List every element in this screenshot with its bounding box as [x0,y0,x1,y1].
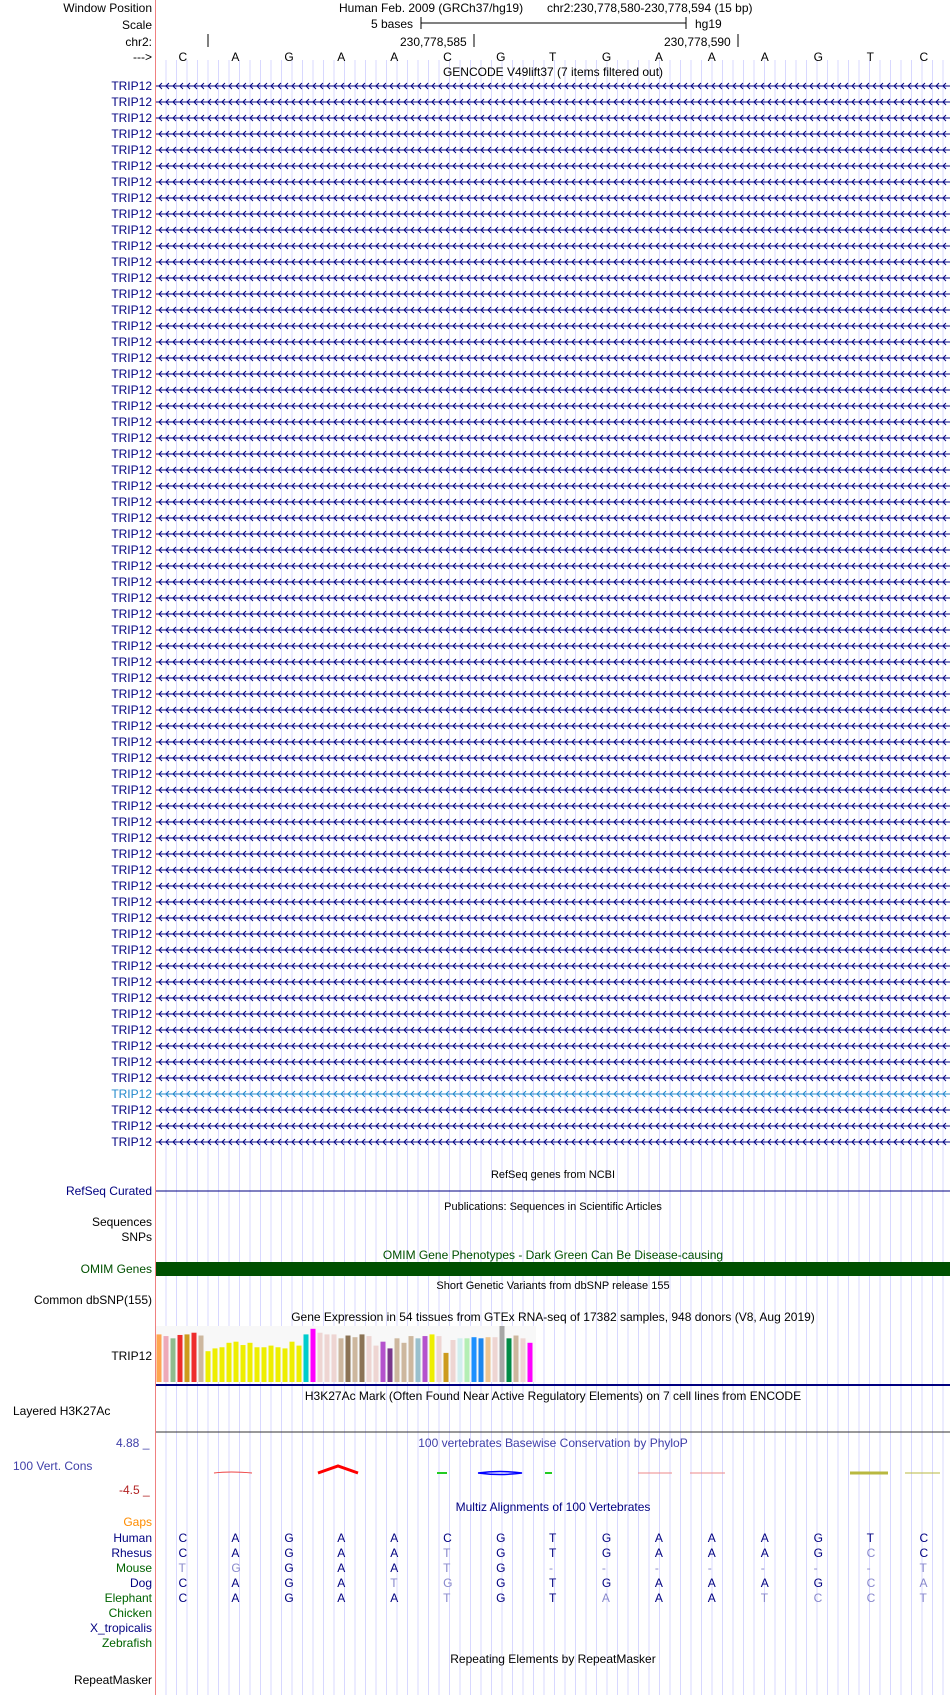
dna-base: A [707,50,716,64]
gencode-gene-label: TRIP12 [111,383,152,397]
multiz-base: G [813,1546,823,1560]
dna-base: C [443,50,452,64]
dbsnp-track-label[interactable]: Common dbSNP(155) [33,1293,152,1307]
gencode-gene-label: TRIP12 [111,1039,152,1053]
gtex-bar [493,1337,498,1382]
conservation-track-title[interactable]: 100 vertebrates Basewise Conservation by PhyloP [418,1436,688,1450]
dna-base: C [919,50,929,64]
multiz-base: G [601,1576,612,1590]
gencode-gene-label: TRIP12 [111,463,152,477]
multiz-base: T [549,1576,557,1590]
multiz-base: A [390,1591,399,1605]
gencode-gene-label: TRIP12 [111,1119,152,1133]
h3k27ac-track-title[interactable]: H3K27Ac Mark (Often Found Near Active Regulatory Elements) on 7 cell lines from ENCODE [304,1389,802,1403]
gencode-gene-label: TRIP12 [111,927,152,941]
conservation-min-label: -4.5 _ [119,1483,150,1497]
multiz-species-label: Chicken [108,1606,152,1620]
gtex-bar [395,1338,400,1382]
multiz-base: A [337,1576,346,1590]
multiz-base: A [760,1576,769,1590]
multiz-base: T [549,1531,557,1545]
gencode-gene-label: TRIP12 [111,223,152,237]
multiz-base: A [707,1576,716,1590]
multiz-base: G [496,1591,506,1605]
cons-peak [478,1472,522,1475]
multiz-base: G [284,1591,294,1605]
gtex-bar [339,1338,344,1382]
gtex-bar [213,1348,218,1382]
dna-base: T [549,50,557,64]
multiz-base: T [443,1546,451,1560]
multiz-base: A [231,1546,240,1560]
gtex-bar [332,1334,337,1382]
gtex-bar [318,1333,323,1382]
coord-tick-1: 230,778,585 [400,35,467,49]
gtex-bar [402,1343,407,1382]
multiz-base: G [496,1576,506,1590]
multiz-base: T [390,1576,398,1590]
multiz-base: C [919,1531,929,1545]
multiz-base: T [866,1531,874,1545]
multiz-base: G [496,1531,506,1545]
multiz-base: G [443,1576,453,1590]
gencode-gene-label: TRIP12 [111,991,152,1005]
multiz-base: - [760,1561,765,1575]
multiz-base: G [284,1531,294,1545]
gencode-gene-label: TRIP12 [111,527,152,541]
gtex-bar [290,1342,295,1382]
multiz-species-label: X_tropicalis [89,1621,152,1635]
gtex-bar [283,1348,288,1382]
gencode-gene-label: TRIP12 [111,127,152,141]
multiz-base: T [443,1591,451,1605]
multiz-base: A [707,1531,716,1545]
multiz-base: T [919,1561,927,1575]
gencode-gene-label: TRIP12 [111,303,152,317]
conservation-max-label: 4.88 _ [116,1436,150,1450]
dna-base: A [654,50,663,64]
gtex-bar [465,1338,470,1382]
omim-bar [156,1262,950,1276]
publications-label-sequences[interactable]: Sequences [91,1215,152,1229]
multiz-base: A [760,1531,769,1545]
multiz-base: G [813,1531,823,1545]
publications-label-snps[interactable]: SNPs [121,1230,152,1244]
gtex-bar [248,1343,253,1382]
gtex-bar [227,1343,232,1382]
gtex-bar [374,1346,379,1382]
gtex-bar [416,1338,421,1382]
gencode-gene-label: TRIP12 [111,1135,152,1149]
gencode-gene-label: TRIP12 [111,287,152,301]
gencode-gene-label: TRIP12 [111,767,152,781]
omim-track-title[interactable]: OMIM Gene Phenotypes - Dark Green Can Be Disease-causing [382,1248,724,1262]
dna-base: G [813,50,823,64]
gtex-bar [500,1326,505,1382]
multiz-base: C [866,1591,876,1605]
gencode-gene-label: TRIP12 [111,735,152,749]
multiz-base: A [654,1531,663,1545]
multiz-base: A [654,1546,663,1560]
gtex-bar [409,1336,414,1382]
gtex-bar [521,1338,526,1382]
multiz-species-label: Rhesus [111,1546,152,1560]
gencode-gene-label: TRIP12 [111,1023,152,1037]
gencode-gene-label: TRIP12 [111,159,152,173]
multiz-base: C [443,1531,452,1545]
dbsnp-track-title[interactable]: Short Genetic Variants from dbSNP release 155 [436,1280,670,1292]
gencode-gene-label: TRIP12 [111,399,152,413]
gencode-gene-label: TRIP12 [111,351,152,365]
publications-track-title[interactable]: Publications: Sequences in Scientific Articles [444,1201,662,1213]
gtex-bar [276,1347,281,1382]
gencode-gene-label: TRIP12 [111,719,152,733]
gencode-gene-label: TRIP12 [111,591,152,605]
gencode-gene-label: TRIP12 [111,559,152,573]
multiz-base: - [866,1561,871,1575]
multiz-species-label: Dog [129,1576,152,1590]
multiz-base: A [337,1591,346,1605]
multiz-base: A [231,1576,240,1590]
refseq-track-title[interactable]: RefSeq genes from NCBI [490,1169,616,1181]
multiz-gaps-label: Gaps [123,1515,152,1529]
gencode-gene-label: TRIP12 [111,895,152,909]
multiz-base: A [707,1591,716,1605]
multiz-base: C [919,1546,929,1560]
multiz-base: C [178,1546,188,1560]
multiz-species-label: Elephant [104,1591,152,1605]
multiz-base: - [601,1561,606,1575]
gencode-track-title[interactable]: GENCODE V49lift37 (7 items filtered out) [442,65,664,79]
gencode-gene-label: TRIP12 [111,255,152,269]
multiz-base: C [178,1576,188,1590]
multiz-base: G [284,1561,294,1575]
gencode-gene-label: TRIP12 [111,111,152,125]
gtex-bar [269,1346,274,1382]
gencode-gene-label: TRIP12 [111,415,152,429]
gencode-gene-label: TRIP12 [111,495,152,509]
multiz-base: A [390,1546,399,1560]
gtex-bar [472,1337,477,1382]
gtex-bar [297,1346,302,1382]
multiz-base: C [866,1576,876,1590]
multiz-base: A [390,1531,399,1545]
multiz-species-label: Mouse [115,1561,152,1575]
gtex-bar [479,1338,484,1382]
gtex-bar [528,1343,533,1382]
gtex-bar [458,1338,463,1382]
gencode-gene-label: TRIP12 [111,879,152,893]
multiz-base: G [601,1531,612,1545]
h3k27ac-track-label[interactable]: Layered H3K27Ac [13,1404,111,1418]
dna-base: A [760,50,769,64]
gencode-gene-label: TRIP12 [111,831,152,845]
gtex-bar [507,1338,512,1382]
gtex-bar [171,1338,176,1382]
gencode-gene-label: TRIP12 [111,239,152,253]
gencode-gene-label: TRIP12 [111,943,152,957]
gtex-bar [311,1329,316,1382]
position-text: chr2:230,778,580-230,778,594 (15 bp) [547,1,753,15]
gencode-gene-label: TRIP12 [111,511,152,525]
gtex-bar [255,1347,260,1382]
gencode-gene-label: TRIP12 [111,1087,152,1101]
strand-label: ---> [133,50,152,64]
multiz-base: G [284,1576,294,1590]
gencode-gene-label: TRIP12 [111,687,152,701]
gtex-bar [444,1353,449,1382]
gtex-bar [206,1351,211,1382]
multiz-base: A [390,1561,399,1575]
gtex-bar [262,1347,267,1382]
multiz-base: T [178,1561,186,1575]
multiz-base: T [549,1591,557,1605]
multiz-base: C [813,1591,823,1605]
coord-tick-2: 230,778,590 [664,35,731,49]
gencode-gene-label: TRIP12 [111,815,152,829]
cons-peak [214,1472,252,1473]
gtex-bar [388,1348,393,1382]
gencode-gene-label: TRIP12 [111,575,152,589]
gencode-gene-label: TRIP12 [111,1071,152,1085]
multiz-base: C [178,1591,188,1605]
multiz-base: T [443,1561,451,1575]
gtex-bar [346,1336,351,1382]
gencode-gene-label: TRIP12 [111,799,152,813]
multiz-base: G [231,1561,241,1575]
multiz-base: A [919,1576,928,1590]
gencode-gene-label: TRIP12 [111,175,152,189]
dna-base: G [496,50,506,64]
gtex-bar [486,1337,491,1382]
refseq-track-label[interactable]: RefSeq Curated [65,1184,152,1198]
window-position-label: Window Position [63,1,152,15]
gencode-gene-label: TRIP12 [111,143,152,157]
multiz-base: A [760,1546,769,1560]
dna-base: G [601,50,612,64]
gencode-gene-label: TRIP12 [111,863,152,877]
dna-base: A [337,50,346,64]
multiz-base: C [178,1531,188,1545]
multiz-base: A [654,1591,663,1605]
gencode-gene-label: TRIP12 [111,639,152,653]
gtex-bar [423,1336,428,1382]
multiz-base: G [284,1546,294,1560]
gencode-gene-label: TRIP12 [111,447,152,461]
scale-text: 5 bases [371,17,414,31]
multiz-base: A [601,1591,610,1605]
gencode-gene-label: TRIP12 [111,911,152,925]
gtex-bar [325,1334,330,1382]
gtex-bar [514,1336,519,1382]
gencode-gene-label: TRIP12 [111,847,152,861]
multiz-base: - [707,1561,712,1575]
repeatmasker-track-label[interactable]: RepeatMasker [73,1673,152,1687]
gtex-bar [199,1336,204,1382]
gtex-bar [164,1336,169,1382]
gencode-gene-label: TRIP12 [111,319,152,333]
multiz-base: G [601,1546,612,1560]
gtex-bar [192,1333,197,1382]
gtex-bar [304,1334,309,1382]
multiz-base: C [866,1546,876,1560]
gencode-gene-label: TRIP12 [111,959,152,973]
gencode-gene-label: TRIP12 [111,1055,152,1069]
multiz-base: A [337,1531,346,1545]
multiz-base: A [231,1591,240,1605]
gencode-gene-label: TRIP12 [111,975,152,989]
repeatmasker-track-title[interactable]: Repeating Elements by RepeatMasker [450,1652,656,1666]
assembly-text: Human Feb. 2009 (GRCh37/hg19) [339,1,524,15]
conservation-track-label[interactable]: 100 Vert. Cons [13,1459,93,1473]
gencode-gene-label: TRIP12 [111,543,152,557]
gtex-bar [367,1336,372,1382]
multiz-base: G [496,1546,506,1560]
gencode-gene-label: TRIP12 [111,703,152,717]
gtex-bar [381,1342,386,1382]
gtex-bar [234,1342,239,1382]
scale-label: Scale [121,18,152,32]
dna-base: T [866,50,874,64]
gtex-bar [430,1334,435,1382]
omim-track-label[interactable]: OMIM Genes [80,1262,152,1276]
gencode-gene-label: TRIP12 [111,431,152,445]
gencode-gene-label: TRIP12 [111,623,152,637]
multiz-base: G [496,1561,506,1575]
gencode-gene-label: TRIP12 [111,783,152,797]
gtex-bar [437,1336,442,1382]
multiz-base: A [654,1576,663,1590]
gencode-gene-label: TRIP12 [111,79,152,93]
multiz-base: A [337,1546,346,1560]
gtex-bar [220,1347,225,1382]
multiz-base: T [760,1591,769,1605]
gencode-gene-label: TRIP12 [111,751,152,765]
gtex-bar [185,1334,190,1382]
gtex-track-title[interactable]: Gene Expression in 54 tissues from GTEx RNA-seq of 17382 samples, 948 donors (V8, Aug 2019) [291,1310,815,1324]
dna-base: A [390,50,399,64]
db-label: hg19 [695,17,722,31]
gtex-track-label[interactable]: TRIP12 [111,1349,152,1363]
multiz-base: T [549,1546,557,1560]
gtex-bar [157,1334,162,1382]
gencode-gene-label: TRIP12 [111,191,152,205]
gencode-gene-label: TRIP12 [111,207,152,221]
gencode-gene-label: TRIP12 [111,271,152,285]
gtex-bar [451,1340,456,1382]
gencode-gene-label: TRIP12 [111,1007,152,1021]
dna-base: A [231,50,240,64]
gencode-gene-label: TRIP12 [111,655,152,669]
multiz-base: - [654,1561,659,1575]
gencode-gene-label: TRIP12 [111,671,152,685]
multiz-base: - [813,1561,818,1575]
gtex-bar [241,1345,246,1382]
gencode-gene-label: TRIP12 [111,607,152,621]
dna-base: C [178,50,188,64]
dna-base: G [284,50,294,64]
multiz-base: A [231,1531,240,1545]
multiz-base: - [549,1561,553,1575]
gencode-gene-label: TRIP12 [111,479,152,493]
multiz-track-title[interactable]: Multiz Alignments of 100 Vertebrates [455,1500,651,1514]
gencode-gene-label: TRIP12 [111,1103,152,1117]
multiz-base: G [813,1576,823,1590]
multiz-base: T [919,1591,927,1605]
chrom-label: chr2: [125,35,152,49]
gencode-gene-label: TRIP12 [111,335,152,349]
gtex-bar [360,1334,365,1382]
gtex-bar [353,1337,358,1382]
multiz-base: A [707,1546,716,1560]
gencode-gene-label: TRIP12 [111,367,152,381]
multiz-species-label: Zebrafish [101,1636,152,1650]
gencode-gene-label: TRIP12 [111,95,152,109]
gtex-bar [178,1335,183,1382]
multiz-species-label: Human [113,1531,152,1545]
multiz-base: A [337,1561,346,1575]
